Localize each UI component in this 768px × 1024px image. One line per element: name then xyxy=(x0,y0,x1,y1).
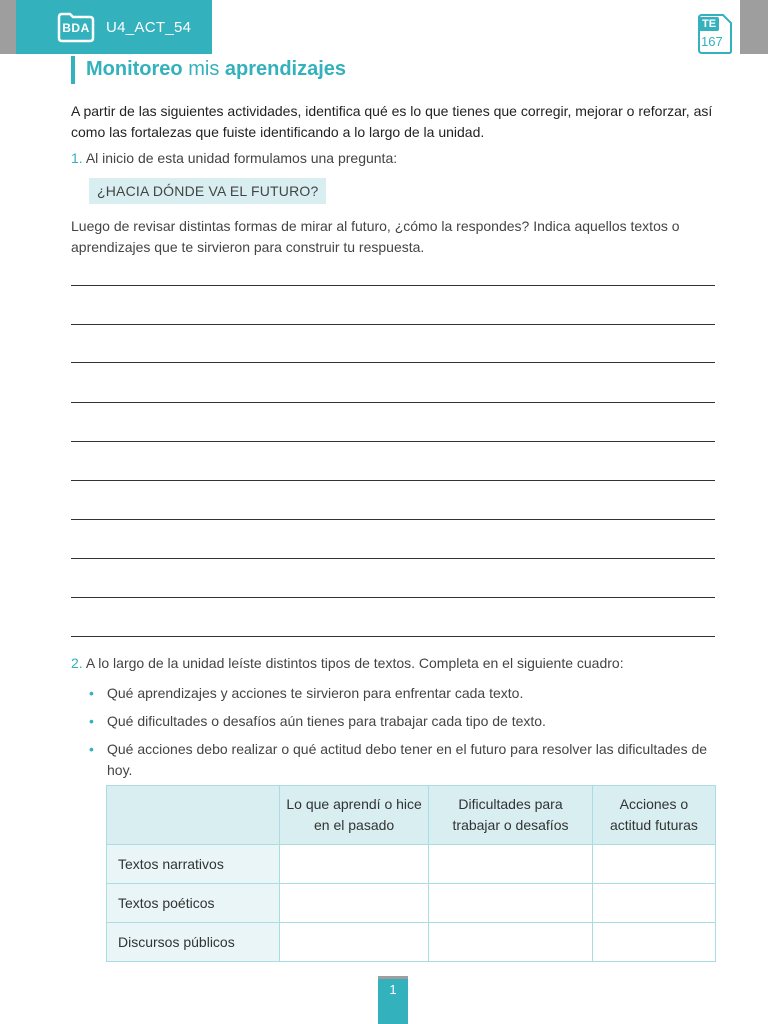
question-1 xyxy=(71,150,397,166)
table-cell[interactable] xyxy=(429,923,593,962)
title-part-2: mis xyxy=(182,58,225,80)
table-row xyxy=(107,884,716,923)
title-part-1: Monitoreo xyxy=(86,58,183,80)
question-1-prompt: Luego de revisar distintas formas de mirar al futuro, ¿cómo la respondes? Indica aquellos textos o aprendizajes que te sirvieron para construir tu respuesta. xyxy=(71,218,680,255)
title-accent-bar xyxy=(71,56,75,84)
bullet-icon: • xyxy=(89,685,94,701)
left-gray-tab xyxy=(0,0,16,54)
list-item xyxy=(89,739,709,781)
table-cell[interactable] xyxy=(280,845,429,884)
folder-icon-label: BDA xyxy=(62,21,90,35)
table-cell[interactable] xyxy=(429,884,593,923)
table-cell[interactable] xyxy=(280,884,429,923)
te-label: TE xyxy=(699,17,719,31)
bullet-text: Qué dificultades o desafíos aún tienes para trabajar cada tipo de texto. xyxy=(107,713,546,729)
answer-line[interactable] xyxy=(71,597,715,598)
table-cell[interactable] xyxy=(280,923,429,962)
answer-line[interactable] xyxy=(71,636,715,637)
right-gray-tab xyxy=(740,0,768,54)
bullet-text: Qué aprendizajes y acciones te sirvieron para enfrentar cada texto. xyxy=(107,685,524,701)
table-cell[interactable] xyxy=(429,845,593,884)
row-label: Textos narrativos xyxy=(107,845,280,884)
table-row xyxy=(107,923,716,962)
answer-line[interactable] xyxy=(71,324,715,325)
table-header: Lo que aprendí o hice en el pasado xyxy=(280,786,429,845)
page-number: 1 xyxy=(378,976,408,1024)
title-part-3: aprendizajes xyxy=(224,58,347,80)
te-document-icon[interactable] xyxy=(697,14,733,54)
activity-code-tab xyxy=(16,0,212,54)
table-header: Acciones o actitud futuras xyxy=(592,786,715,845)
answer-line[interactable] xyxy=(71,441,715,442)
table-cell[interactable] xyxy=(592,884,715,923)
activity-code: U4_ACT_54 xyxy=(106,18,192,36)
table-header-row xyxy=(107,786,716,845)
page-title xyxy=(86,58,346,81)
list-item xyxy=(89,711,709,732)
answer-line[interactable] xyxy=(71,558,715,559)
answer-line[interactable] xyxy=(71,519,715,520)
folder-icon xyxy=(56,11,96,43)
question-2-bullets xyxy=(89,683,709,788)
table-cell[interactable] xyxy=(592,845,715,884)
question-1-text: Al inicio de esta unidad formulamos una pregunta: xyxy=(85,150,398,166)
question-2 xyxy=(71,655,624,671)
table-row xyxy=(107,845,716,884)
answer-line[interactable] xyxy=(71,402,715,403)
row-label: Discursos públicos xyxy=(107,923,280,962)
table-header-blank xyxy=(107,786,280,845)
question-1-number: 1. xyxy=(71,150,83,166)
list-item xyxy=(89,683,709,704)
intro-paragraph: A partir de las siguientes actividades, identifica qué es lo que tienes que corregir, mejorar o reforzar, así como las fortalezas que fuiste identificando a lo largo de la unidad. xyxy=(71,103,713,140)
answer-line[interactable] xyxy=(71,362,715,363)
question-2-text: A lo largo de la unidad leíste distintos tipos de textos. Completa en el siguiente cuadro: xyxy=(85,655,624,671)
bullet-icon: • xyxy=(89,713,94,729)
bullet-text: Qué acciones debo realizar o qué actitud debo tener en el futuro para resolver las dificultades de hoy. xyxy=(107,741,708,778)
te-page-number: 167 xyxy=(701,34,723,49)
reflection-table xyxy=(106,785,716,962)
answer-line[interactable] xyxy=(71,285,715,286)
bullet-icon: • xyxy=(89,741,94,757)
answer-line[interactable] xyxy=(71,480,715,481)
row-label: Textos poéticos xyxy=(107,884,280,923)
question-2-number: 2. xyxy=(71,655,83,671)
table-header: Dificultades para trabajar o desafíos xyxy=(429,786,593,845)
table-cell[interactable] xyxy=(592,923,715,962)
question-1-highlight: ¿HACIA DÓNDE VA EL FUTURO? xyxy=(89,178,326,204)
